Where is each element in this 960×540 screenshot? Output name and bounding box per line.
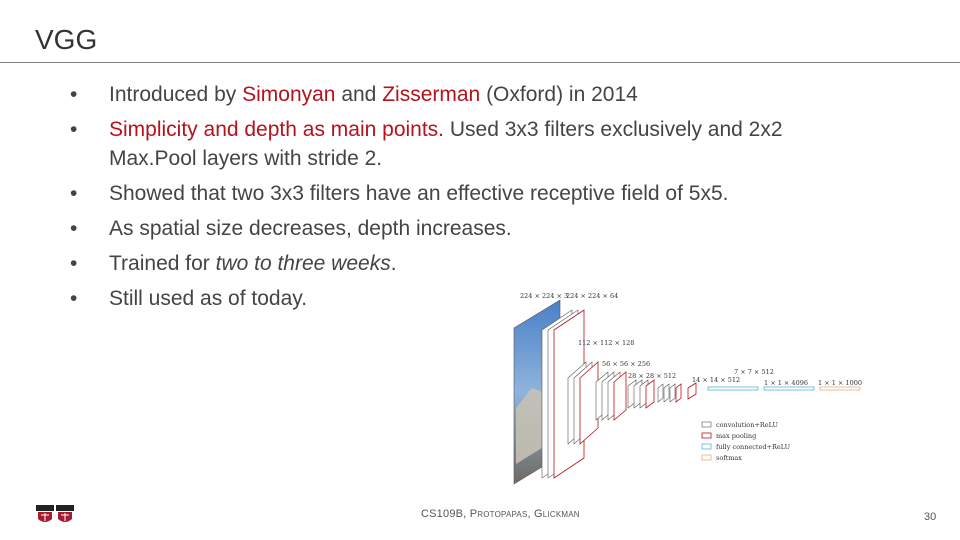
legend-label: convolution+ReLU [716, 421, 779, 429]
pool5-block [676, 384, 681, 402]
bullet-text: Simonyan [242, 83, 336, 106]
vgg-architecture-figure [502, 288, 871, 486]
footer-g-rest: LICKMAN [542, 510, 580, 519]
bullet-dot: • [70, 118, 78, 141]
bullet-item [60, 80, 860, 109]
conv5-block-a [658, 384, 663, 402]
fc1-bar [708, 387, 758, 390]
bullet-item [60, 115, 860, 173]
conv5-block-b [664, 384, 669, 402]
legend-swatch [702, 422, 711, 427]
bullet-text: Showed that two 3x3 filters have an effective receptive field of 5x5. [109, 182, 729, 205]
slide-title: VGG [35, 24, 98, 55]
bullet-dot: • [70, 83, 78, 106]
bullet-item [60, 249, 860, 278]
legend-label: softmax [716, 454, 742, 462]
dim-label: 28 × 28 × 512 [628, 372, 677, 380]
bullet-text: Trained for [109, 252, 216, 275]
figure-legend [702, 421, 791, 462]
title-divider [0, 62, 960, 63]
dim-label: 14 × 14 × 512 [692, 376, 741, 384]
bullet-text: (Oxford) in 2014 [480, 83, 638, 106]
dim-label: 224 × 224 × 64 [566, 292, 619, 300]
footer-p-cap: P [469, 508, 478, 520]
dim-label: 1 × 1 × 4096 [764, 379, 808, 387]
bullet-list [60, 80, 860, 319]
footer-course: CS109B, [421, 508, 470, 520]
bullet-text: Introduced by [109, 83, 243, 106]
legend-swatch [702, 444, 711, 449]
footer-credit [421, 508, 580, 520]
harvard-logo [35, 503, 75, 527]
bullet-text: As spatial size decreases, depth increases. [109, 217, 512, 240]
dim-label: 56 × 56 × 256 [602, 360, 651, 368]
bullet-dot: • [70, 252, 78, 275]
footer-sep: , [527, 508, 535, 520]
softmax-bar [820, 387, 860, 390]
fc2-bar [764, 387, 814, 390]
legend-label: max pooling [716, 432, 757, 440]
footer-p-rest: ROTOPAPAS [477, 510, 528, 519]
final-pool-block [688, 383, 696, 399]
bullet-text: Zisserman [382, 83, 481, 106]
conv5-block-c [670, 384, 675, 402]
dim-label: 112 × 112 × 128 [578, 339, 635, 347]
bullet-dot: • [70, 182, 78, 205]
bullet-text: two to three weeks [215, 252, 391, 275]
legend-label: fully connected+ReLU [716, 443, 791, 451]
footer-g-cap: G [534, 508, 543, 520]
dim-label: 1 × 1 × 1000 [818, 379, 862, 387]
dim-label: 7 × 7 × 512 [734, 368, 774, 376]
bullet-dot: • [70, 287, 78, 310]
bullet-text: Still used as of today. [109, 287, 308, 310]
bullet-item [60, 179, 860, 208]
bullet-dot: • [70, 217, 78, 240]
legend-swatch [702, 455, 711, 460]
dim-label: 224 × 224 × 3 [520, 292, 569, 300]
bullet-text: and [335, 83, 383, 106]
bullet-text: Simplicity and depth as main points. [109, 118, 445, 141]
bullet-text: . [390, 252, 397, 275]
bullet-text: Used 3x3 filters exclusively and 2x2 Max.Pool layers with stride 2. [109, 118, 783, 170]
page-number: 30 [924, 511, 937, 523]
legend-swatch [702, 433, 711, 438]
bullet-item [60, 214, 860, 243]
